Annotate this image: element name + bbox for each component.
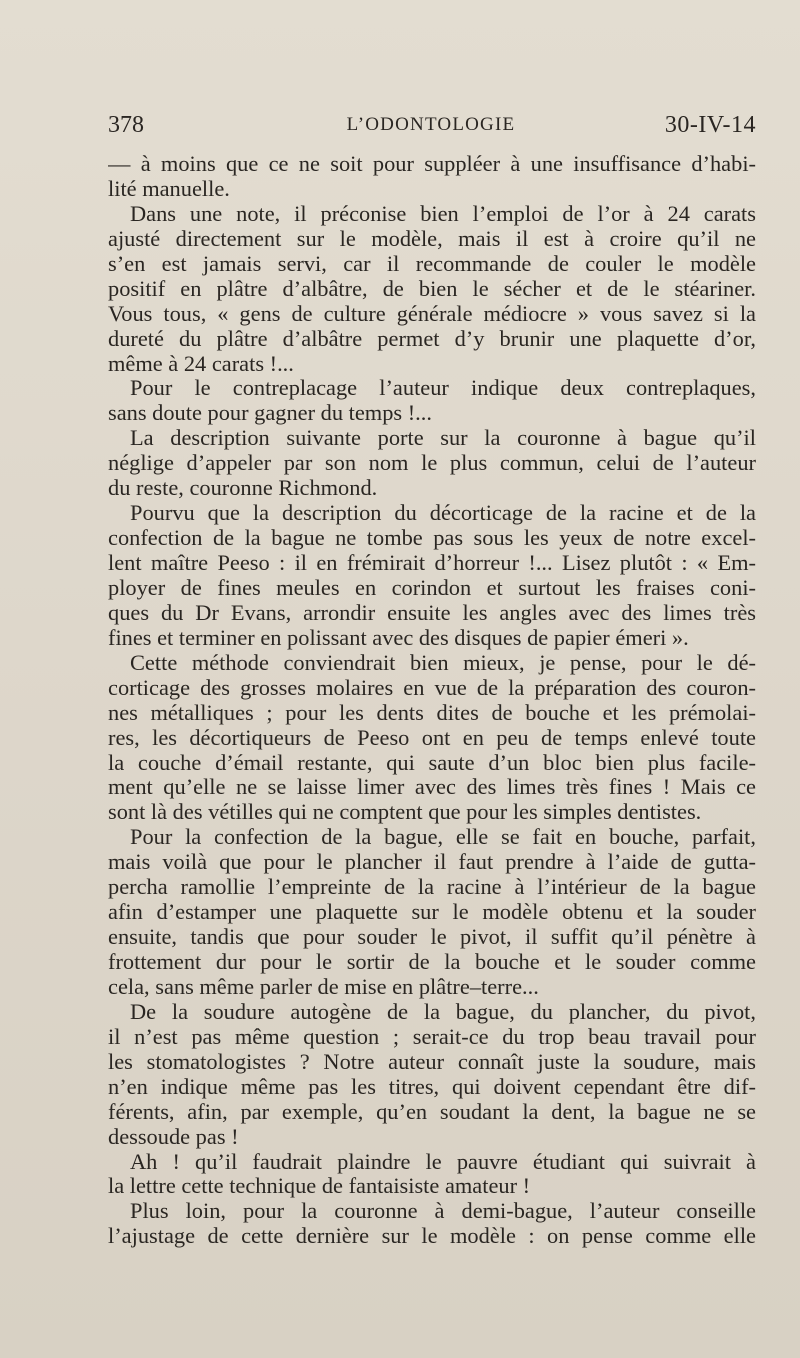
text-line: l’ajustage de cette dernière sur le modèle : on pense comme elle (108, 1224, 756, 1249)
journal-title: L’ODONTOLOGIE (346, 114, 516, 135)
text-line: ensuite, tandis que pour souder le pivot, il suffit qu’il pénètre à (108, 925, 756, 950)
text-line: n’en indique même pas les titres, qui doivent cependant être dif- (108, 1074, 756, 1099)
text-line: frottement dur pour le sortir de la bouche et le souder comme (108, 950, 756, 974)
text-line: La description suivante porte sur la couronne à bague qu’il (130, 426, 756, 451)
text-line: les stomatologistes ? Notre auteur connaît juste la soudure, mais (108, 1049, 756, 1074)
text-line: Ah ! qu’il faudrait plaindre le pauvre étudiant qui suivrait à (130, 1149, 756, 1174)
text-line: ment qu’elle ne se laisse limer avec des limes très fines ! Mais ce (108, 775, 756, 800)
issue-date: 30-IV-14 (664, 112, 756, 138)
text-line: sans doute pour gagner du temps !... (108, 401, 432, 426)
text-line: Cette méthode conviendrait bien mieux, je pense, pour le dé- (130, 650, 756, 675)
text-line: néglige d’appeler par son nom le plus commun, celui de l’auteur (108, 451, 756, 476)
text-line: du reste, couronne Richmond. (108, 476, 378, 501)
text-line: lent maître Peeso : il en frémirait d’horreur !... Lisez plutôt : « Em- (108, 551, 756, 575)
text-line: res, les décortiqueurs de Peeso ont en peu de temps enlevé toute (108, 725, 756, 750)
text-line: ajusté directement sur le modèle, mais il est à croire qu’il ne (108, 226, 756, 251)
text-line: mais voilà que pour le plancher il faut prendre à l’aide de gutta- (108, 850, 756, 875)
text-line: percha ramollie l’empreinte de la racine à l’intérieur de la bague (108, 875, 756, 900)
text-line: Dans une note, il préconise bien l’emploi de l’or à 24 carats (130, 201, 756, 226)
text-line: — à moins que ce ne soit pour suppléer à une insuffisance d’habi- (108, 152, 756, 176)
text-line: confection de la bague ne tombe pas sous les yeux de notre excel- (108, 526, 756, 551)
text-line: même à 24 carats !... (108, 351, 294, 376)
text-line: Pourvu que la description du décorticage de la racine et de la (130, 501, 756, 526)
text-line: De la soudure autogène de la bague, du plancher, du pivot, (130, 999, 756, 1024)
running-header (106, 112, 756, 142)
text-line: la couche d’émail restante, qui saute d’un bloc bien plus facile- (108, 750, 756, 775)
text-line: afin d’estamper une plaquette sur le modèle obtenu et la souder (108, 900, 756, 925)
text-line: dessoude pas ! (108, 1124, 239, 1149)
text-line: ques du Dr Evans, arrondir ensuite les angles avec des limes très (108, 600, 756, 625)
body-text (108, 152, 756, 1249)
text-line: Vous tous, « gens de culture générale médiocre » vous savez si la (108, 301, 756, 326)
text-line: lité manuelle. (108, 176, 230, 201)
text-line: corticage des grosses molaires en vue de la préparation des couron- (108, 675, 756, 700)
text-line: dureté du plâtre d’albâtre permet d’y brunir une plaquette d’or, (108, 326, 756, 351)
text-line: nes métalliques ; pour les dents dites de bouche et les prémolai- (108, 700, 756, 725)
text-line: s’en est jamais servi, car il recommande de couler le modèle (108, 251, 756, 276)
text-line: ployer de fines meules en corindon et surtout les fraises coni- (108, 575, 756, 600)
text-line: positif en plâtre d’albâtre, de bien le sécher et de le stéariner. (108, 276, 756, 301)
text-line: sont là des vétilles qui ne comptent que pour les simples dentistes. (108, 800, 702, 825)
text-line: il n’est pas même question ; serait-ce du trop beau travail pour (108, 1024, 756, 1049)
text-line: fines et terminer en polissant avec des disques de papier émeri ». (108, 625, 689, 650)
text-line: férents, afin, par exemple, qu’en soudant la dent, la bague ne se (108, 1099, 756, 1124)
text-line: cela, sans même parler de mise en plâtre–terre... (108, 974, 539, 999)
text-line: la lettre cette technique de fantaisiste amateur ! (108, 1174, 531, 1199)
text-line: Pour la confection de la bague, elle se fait en bouche, parfait, (130, 825, 756, 850)
text-line: Plus loin, pour la couronne à demi-bague, l’auteur conseille (130, 1199, 756, 1224)
page-number: 378 (108, 112, 144, 138)
text-line: Pour le contreplacage l’auteur indique deux contreplaques, (130, 376, 756, 401)
